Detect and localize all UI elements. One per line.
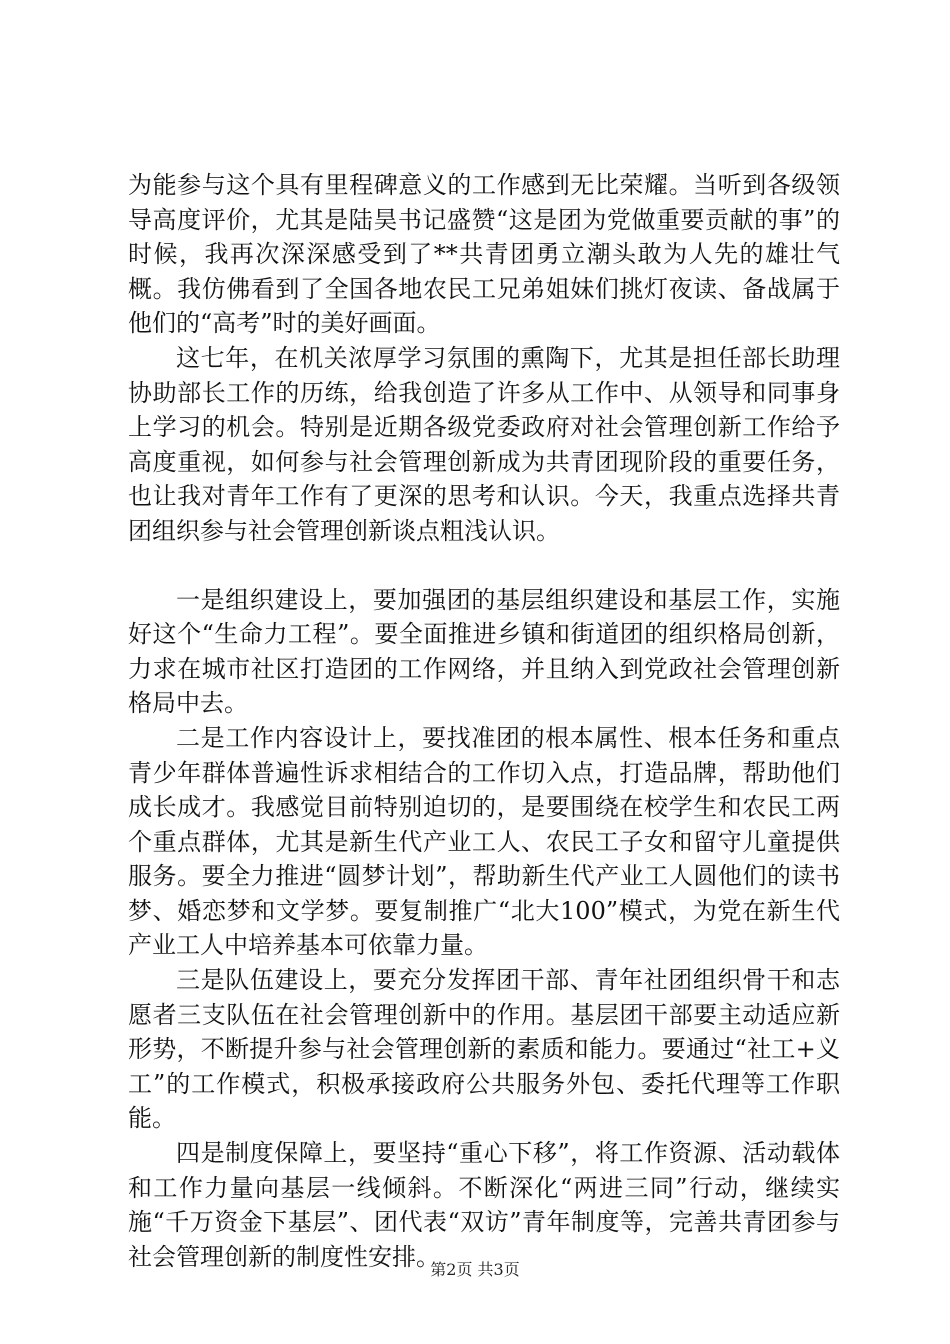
- paragraph-seven-years: 这七年，在机关浓厚学习氛围的熏陶下，尤其是担任部长助理协助部长工作的历练，给我创造了许多从工作中、从领导和同事身上学习的机会。特别是近期各级党委政府对社会管理创新工作给予高度重视，如何参与社会管理创新成为共青团现阶段的重要任务，也让我对青年工作有了更深的思考和认识。今天，我重点选择共青团组织参与社会管理创新谈点粗浅认识。: [128, 343, 840, 545]
- paragraph-work-content: 二是工作内容设计上，要找准团的根本属性、根本任务和重点青少年群体普遍性诉求相结合的工作切入点，打造品牌，帮助他们成长成才。我感觉目前特别迫切的，是要围绕在校学生和农民工两个重点群体，尤其是新生代产业工人、农民工子女和留守儿童提供服务。要全力推进“圆梦计划”，帮助新生代产业工人圆他们的读书梦、婚恋梦和文学梦。要复制推广“北大100”模式，为党在新生代产业工人中培养基本可依靠力量。: [128, 723, 840, 960]
- paragraph-spacer: [128, 549, 840, 583]
- paragraph-organization-building: 一是组织建设上，要加强团的基层组织建设和基层工作，实施好这个“生命力工程”。要全面推进乡镇和街道团的组织格局创新，力求在城市社区打造团的工作网络，并且纳入到党政社会管理创新格局中去。: [128, 585, 840, 718]
- paragraph-system-guarantee: 四是制度保障上，要坚持“重心下移”，将工作资源、活动载体和工作力量向基层一线倾斜。不断深化“两进三同”行动，继续实施“千万资金下基层”、团代表“双访”青年制度等，完善共青团参与社会管理创新的制度性安排。: [128, 1139, 840, 1271]
- page-number-footer: 第2页 共3页: [430, 1260, 520, 1279]
- document-body: [128, 168, 840, 1274]
- paragraph-honor: 为能参与这个具有里程碑意义的工作感到无比荣耀。当听到各级领导高度评价，尤其是陆昊书记盛赞“这是团为党做重要贡献的事”的时候，我再次深深感受到了**共青团勇立潮头敢为人先的雄壮气概。我仿佛看到了全国各地农民工兄弟姐妹们挑灯夜读、备战属于他们的“高考”时的美好画面。: [128, 171, 840, 338]
- paragraph-team-building: 三是队伍建设上，要充分发挥团干部、青年社团组织骨干和志愿者三支队伍在社会管理创新中的作用。基层团干部要主动适应新形势，不断提升参与社会管理创新的素质和能力。要通过“社工+义工”的工作模式，积极承接政府公共服务外包、委托代理等工作职能。: [128, 966, 840, 1133]
